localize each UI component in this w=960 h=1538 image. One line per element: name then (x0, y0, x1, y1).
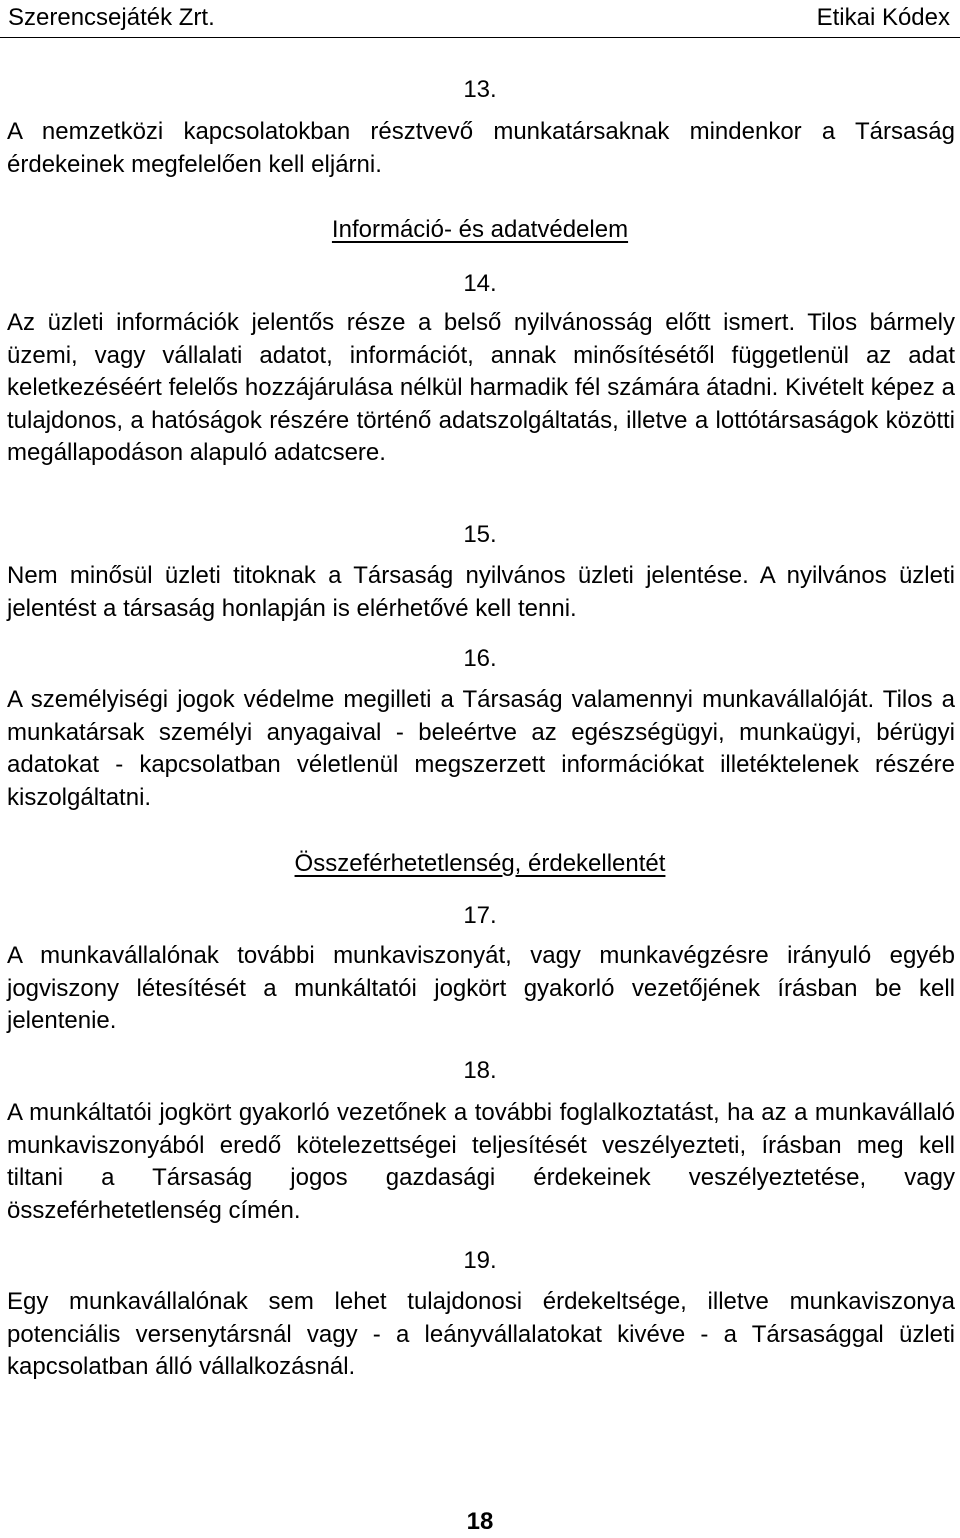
section-text-17: A munkavállalónak további munkaviszonyát, vagy munkavégzésre irányuló egyéb jogviszony létesítését a munkáltatói jogkört gyakorló vezetőjének írásban be kell jelentenie. (7, 942, 955, 1034)
heading-information-data-protection: Információ- és adatvédelem (331, 216, 629, 243)
section-text-18: A munkáltatói jogkört gyakorló vezetőnek a további foglalkoztatást, ha az a munkavállaló munkaviszonyából eredő kötelezettségei teljesítését veszélyezteti, írásban meg kell tiltani a Társaság jogos gazdasági érdekeinek veszélyeztetése, vagy összeférhetetlenség címén. (7, 1099, 955, 1224)
section-number-19: 19. (463, 1247, 497, 1274)
section-number-17: 17. (463, 902, 497, 929)
section-number-15: 15. (463, 521, 497, 548)
section-text-19: Egy munkavállalónak sem lehet tulajdonosi érdekeltsége, illetve munkaviszonya potenciális versenytársnál vagy - a leányvállalatokat kivéve - a Társasággal üzleti kapcsolatban álló vállalkozásnál. (7, 1288, 955, 1380)
section-number-18: 18. (463, 1057, 497, 1084)
section-text-15: Nem minősül üzleti titoknak a Társaság nyilvános üzleti jelentése. A nyilvános üzleti jelentést a társaság honlapján is elérhetővé kell tenni. (7, 562, 955, 622)
header-company: Szerencsejáték Zrt. (8, 4, 215, 31)
header-document-title: Etikai Kódex (816, 4, 950, 31)
section-number-14: 14. (463, 270, 497, 297)
heading-conflict-of-interest: Összeférhetetlenség, érdekellentét (294, 850, 666, 877)
page-header (0, 0, 960, 38)
section-number-16: 16. (463, 645, 497, 672)
section-text-16: A személyiségi jogok védelme megilleti a Társaság valamennyi munkavállalóját. Tilos a munkatársak személyi anyagaival - beleértve az egészségügyi, munkaügyi, bérügyi adatokat - kapcsolatban véletlenül megszerzett információkat illetéktelenek részére kiszolgáltatni. (7, 686, 955, 811)
page-number: 18 (466, 1508, 494, 1535)
section-text-13: A nemzetközi kapcsolatokban résztvevő munkatársaknak mindenkor a Társaság érdekeinek megfelelően kell eljárni. (7, 118, 955, 178)
section-number-13: 13. (463, 76, 497, 103)
section-text-14: Az üzleti információk jelentős része a belső nyilvánosság előtt ismert. Tilos bármely üzemi, vagy vállalati adatot, információt, annak minősítésétől függetlenül az adat keletkezéséért felelős hozzájárulása nélkül harmadik fél számára átadni. Kivételt képez a tulajdonos, a hatóságok részére történő adatszolgáltatás, illetve a lottótársaságok közötti megállapodáson alapuló adatcsere. (7, 309, 955, 466)
